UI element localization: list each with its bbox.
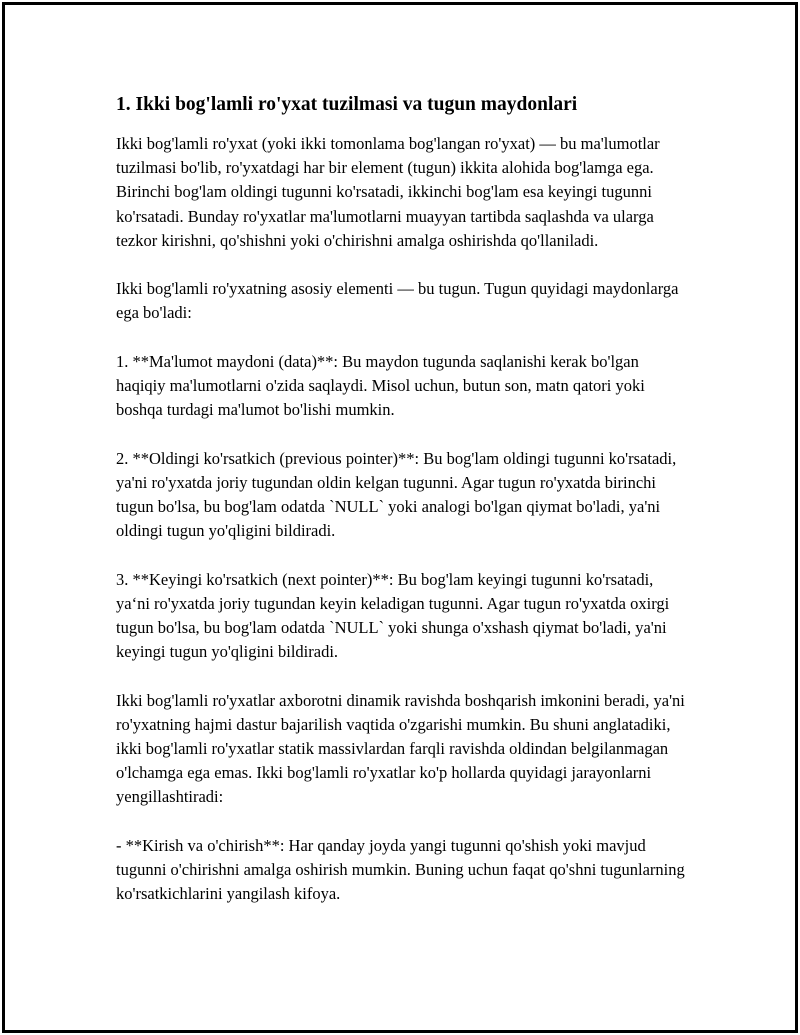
node-intro-paragraph: Ikki bog'lamli ro'yxatning asosiy elementi — bu tugun. Tugun quyidagi maydonlarga ega bo'ladi:	[116, 279, 679, 323]
next-pointer-item: 3. **Keyingi ko'rsatkich (next pointer)**: Bu bog'lam keyingi tugunni ko'rsatadi, ya‘ni ro'yxatda joriy tugundan keyin keladigan tugunni. Agar tugun ro'yxatda oxirgi tugun bo'lsa, bu bog'lam odatda `NULL` yoki shunga o'xshash qiymat bo'ladi, ya'ni keyingi tugun yo'qligini bildiradi.	[116, 569, 670, 662]
insert-delete-bullet: - **Kirish va o'chirish**: Har qanday joyda yangi tugunni qo'shish yoki mavjud tugunni o'chirishni amalga oshirish mumkin. Buning uchun faqat qo'shni tugunlarning ko'rsatkichlarini yangilash kifoya.	[116, 835, 685, 904]
data-field-item: 1. **Ma'lumot maydoni (data)**: Bu maydon tugunda saqlanishi kerak bo'lgan haqiqiy ma'lumotlarni o'zida saqlaydi. Misol uchun, butun son, matn qatori yoki boshqa turdagi ma'lumot bo'lishi mumkin.	[116, 351, 645, 420]
dynamic-management-paragraph: Ikki bog'lamli ro'yxatlar axborotni dinamik ravishda boshqarish imkonini beradi, ya'ni ro'yxatning hajmi dastur bajarilish vaqtida o'zgarishi mumkin. Bu shuni anglatadiki, ikki bog'lamli ro'yxatlar statik massivlardan farqli ravishda oldindan belgilanmagan o'lchamga ega emas. Ikki bog'lamli ro'yxatlar ko'p hollarda quyidagi jarayonlarni yengillashtiradi:	[116, 690, 685, 807]
document-title: 1. Ikki bog'lamli ro'yxat tuzilmasi va tugun maydonlari	[116, 94, 578, 115]
intro-paragraph: Ikki bog'lamli ro'yxat (yoki ikki tomonlama bog'langan ro'yxat) — bu ma'lumotlar tuzilmasi bo'lib, ro'yxatdagi har bir element (tugun) ikkita alohida bog'lamga ega. Birinchi bog'lam oldingi tugunni ko'rsatadi, ikkinchi bog'lam esa keyingi tugunni ko'rsatadi. Bunday ro'yxatlar ma'lumotlarni muayyan tartibda saqlashda va ularga tezkor kirishni, qo'shishni yoki o'chirishni amalga oshirishda qo'llaniladi.	[116, 134, 660, 250]
previous-pointer-item: 2. **Oldingi ko'rsatkich (previous pointer)**: Bu bog'lam oldingi tugunni ko'rsatadi, ya'ni ro'yxatda joriy tugundan oldin kelgan tugunni. Agar tugun ro'yxatda birinchi tugun bo'lsa, bu bog'lam odatda `NULL` yoki analogi bo'lgan qiymat bo'ladi, ya'ni oldingi tugun yo'qligini bildiradi.	[116, 448, 677, 541]
document-body	[116, 92, 691, 931]
